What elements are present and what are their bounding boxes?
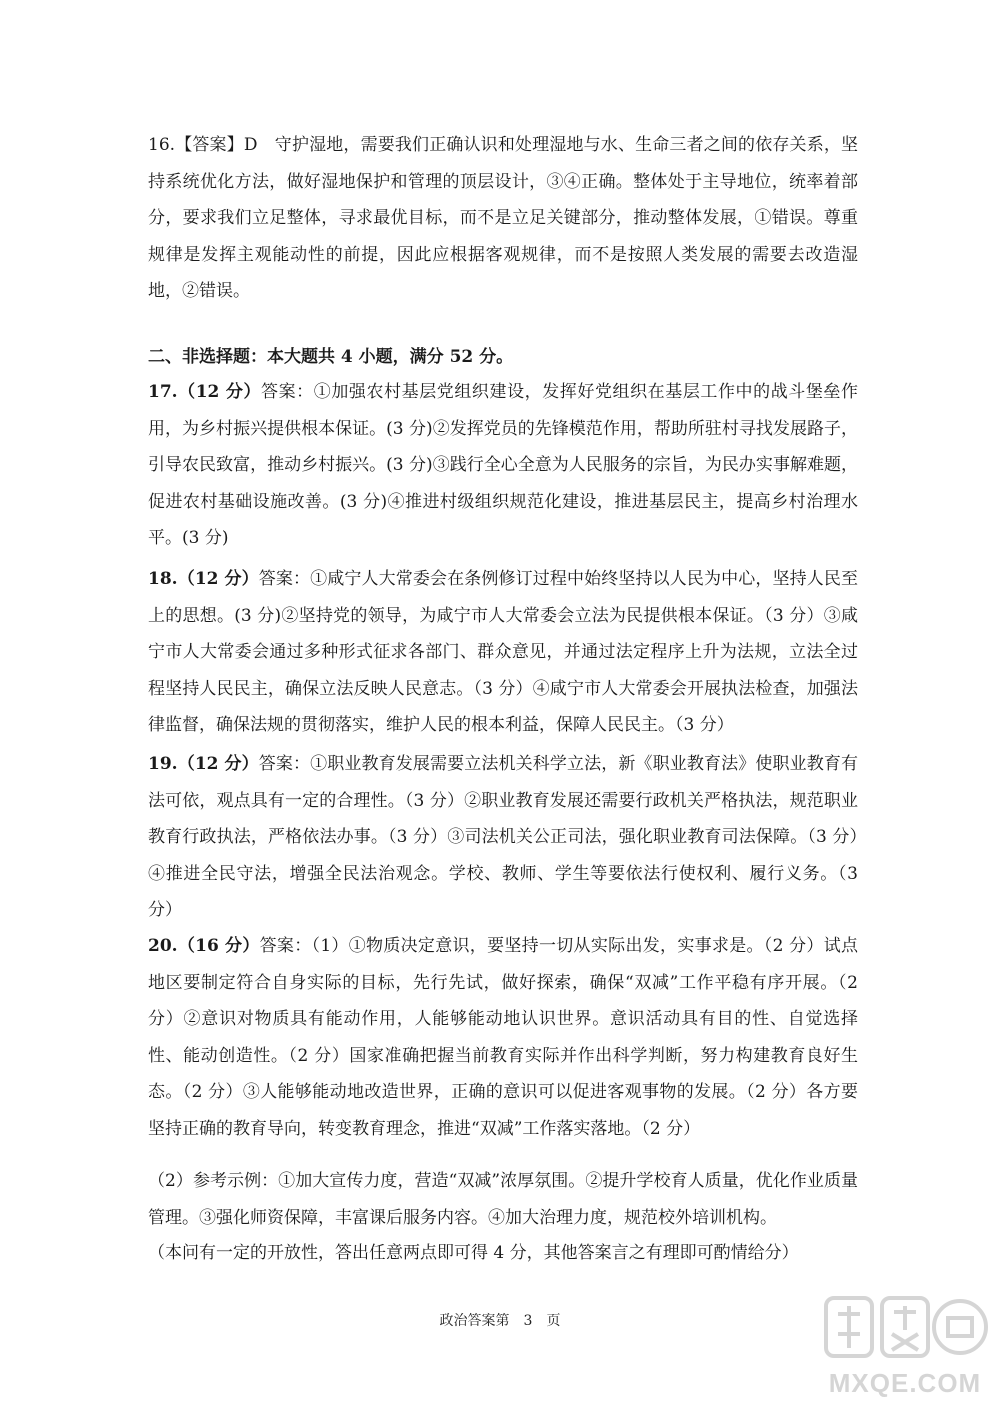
answer-17-text: 答案：①加强农村基层党组织建设，发挥好党组织在基层工作中的战斗堡垒作用，为乡村振兴提供根本保证。(3 分)②发挥党员的先锋模范作用，帮助所驻村寻找发展路子，引导农民致富，推动乡村振兴。(3 分)③践行全心全意为人民服务的宗旨，为民办实事解难题，促进农村基础设施改善。(3 分)④推进村级组织规范化建设，推进基层民主，提高乡村治理水平。(3 分) (148, 382, 858, 548)
answer-17 (148, 374, 858, 557)
answer-16-text: 守护湿地，需要我们正确认识和处理湿地与水、生命三者之间的依存关系，坚持系统优化方法，做好湿地保护和管理的顶层设计，③④正确。整体处于主导地位，统率着部分，要求我们立足整体，寻求最优目标，而不是立足关键部分，推动整体发展，①错误。尊重规律是发挥主观能动性的前提，因此应根据客观规律，而不是按照人类发展的需要去改造湿地，②错误。 (148, 135, 859, 301)
section-heading: 二、非选择题：本大题共 4 小题，满分 52 分。 (148, 347, 514, 367)
answer-19 (148, 746, 858, 929)
answer-17-number: 17.（12 分） (148, 382, 262, 402)
answer-19-number: 19.（12 分） (148, 754, 259, 774)
answer-20-part2: （2）参考示例：①加大宣传力度，营造“双减”浓厚氛围。②提升学校育人质量，优化作业质量管理。③强化师资保障，丰富课后服务内容。④加大治理力度，规范校外培训机构。 (148, 1171, 858, 1228)
page-footer: 政治答案第 3 页 (439, 1313, 561, 1329)
answer-20 (148, 928, 858, 1147)
answer-20-number: 20.（16 分） (148, 936, 260, 956)
answer-18 (148, 561, 858, 744)
answer-20-text: 答案：（1）①物质决定意识，要坚持一切从实际出发，实事求是。（2 分）试点地区要制定符合自身实际的目标，先行先试，做好探索，确保“双减”工作平稳有序开展。（2 分）②意识对物质具有能动作用，人能够能动地认识世界。意识活动具有目的性、自觉选择性、能动创造性。（2 分）国家准确把握当前教育实际并作出科学判断，努力构建教育良好生态。（2 分）③人能够能动地改造世界，正确的意识可以促进客观事物的发展。（2 分）各方要坚持正确的教育导向，转变教育理念，推进“双减”工作落实落地。（2 分） (148, 936, 858, 1139)
watermark-logo (820, 1290, 990, 1410)
answer-18-number: 18.（12 分） (148, 569, 259, 589)
answer-19-text: 答案：①职业教育发展需要立法机关科学立法，新《职业教育法》使职业教育有法可依，观点具有一定的合理性。（3 分）②职业教育发展还需要行政机关严格执法，规范职业教育行政执法，严格依法办事。（3 分）③司法机关公正司法，强化职业教育司法保障。（3 分）④推进全民守法，增强全民法治观念。学校、教师、学生等要依法行使权利、履行义务。（3 分） (148, 754, 859, 920)
answer-18-text: 答案：①咸宁人大常委会在条例修订过程中始终坚持以人民为中心，坚持人民至上的思想。(3 分)②坚持党的领导，为咸宁市人大常委会立法为民提供根本保证。（3 分）③咸宁市人大常委会通过多种形式征求各部门、群众意见，并通过法定程序上升为法规，立法全过程坚持人民民主，确保立法反映人民意志。（3 分）④咸宁市人大常委会开展执法检查，加强法律监督，确保法规的贯彻落实，维护人民的根本利益，保障人民民主。（3 分） (148, 569, 859, 735)
watermark-emblem-icon (820, 1290, 990, 1370)
answer-16 (148, 127, 858, 310)
answer-16-prefix: 16.【答案】D (148, 135, 258, 155)
answer-20-note: （本问有一定的开放性，答出任意两点即可得 4 分，其他答案言之有理即可酌情给分） (148, 1243, 799, 1263)
watermark-site: MXQE.COM (828, 1368, 982, 1398)
